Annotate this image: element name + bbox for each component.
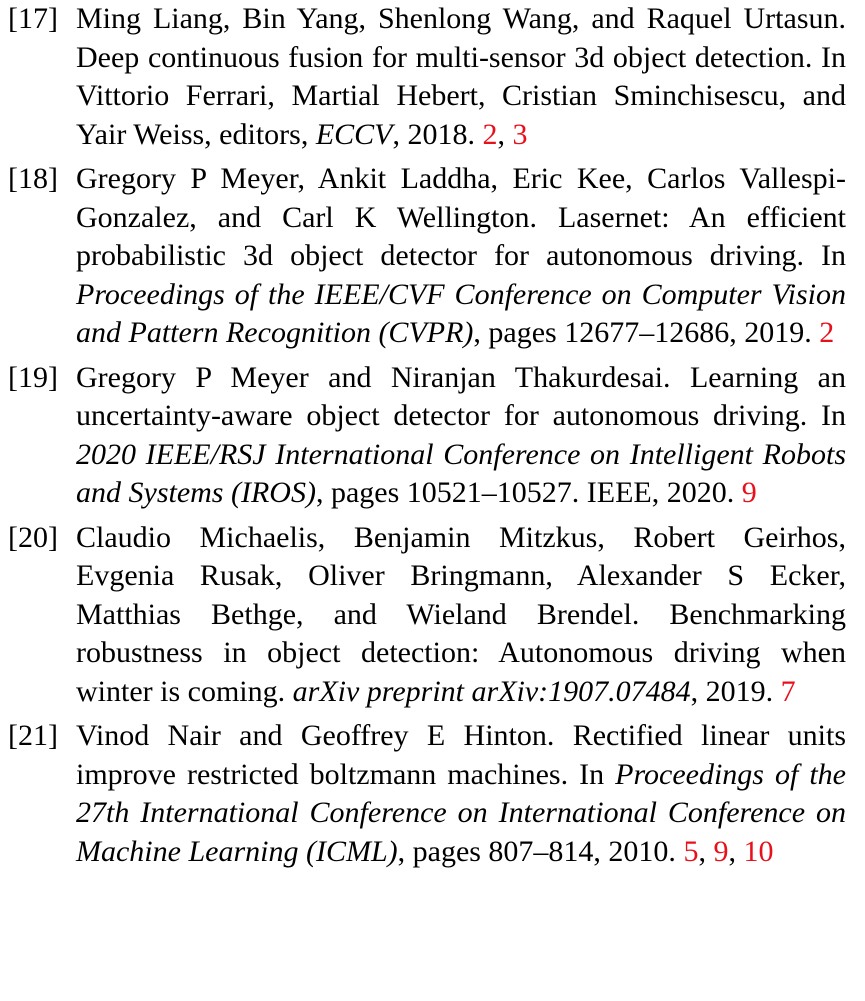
citation-link[interactable]: 3 <box>512 117 528 151</box>
reference-year: , pages 12677–12686, 2019. <box>473 316 820 349</box>
citation-link[interactable]: 5 <box>683 834 699 868</box>
citation-link[interactable]: 7 <box>780 674 796 708</box>
reference-year: , pages 10521–10527. IEEE, 2020. <box>315 476 742 509</box>
reference-venue: 2020 IEEE/RSJ International Conference on Intelligent Robots and Systems (IROS) <box>76 437 846 509</box>
reference-authors-title: Ming Liang, Bin Yang, Shenlong Wang, and Raquel Urtasun. Deep continuous fusion for multi-sensor 3d object detection. In Vittorio Ferrari, Martial Hebert, Cristian Sminchisescu, and Yair Weiss, editors, <box>76 2 846 151</box>
citation-link[interactable]: 9 <box>713 834 729 868</box>
reference-number: [19] <box>8 360 58 394</box>
citation-link[interactable]: 9 <box>741 476 757 509</box>
reference-body <box>76 361 846 510</box>
reference-body: Ming Liang, Bin Yang, Shenlong Wang, and Raquel Urtasun. Deep continuous fusion for multi-sensor 3d object detection. In Vittorio Ferrari, Martial Hebert, Cristian Sminchisescu, and Yair Weiss, editors, ECCV, 2018. 2, 3 <box>76 2 846 151</box>
reference-item-20 <box>8 519 846 712</box>
reference-venue: Proceedings of the 27th International Conference on International Conference on Machine Learning (ICML) <box>76 757 847 868</box>
reference-item-19 <box>8 359 846 513</box>
reference-number: [21] <box>8 719 58 752</box>
reference-body: Vinod Nair and Geoffrey E Hinton. Rectified linear units improve restricted boltzmann machines. In Proceedings of the 27th International Conference on International Conference on Machine Learning (ICML), pages 807–814, 2010. 5, 9, 10 <box>76 719 847 868</box>
reference-year: , pages 807–814, 2010. <box>397 834 684 868</box>
reference-year: , 2018. <box>392 117 483 151</box>
reference-authors-title: Vinod Nair and Geoffrey E Hinton. Rectified linear units improve restricted boltzmann machines. In <box>76 719 846 791</box>
reference-year: , 2019. <box>690 674 781 708</box>
reference-venue: Proceedings of the IEEE/CVF Conference on Computer Vision and Pattern Recognition (CVPR) <box>76 277 846 349</box>
reference-venue: arXiv preprint arXiv:1907.07484 <box>292 674 691 708</box>
reference-number: [17] <box>8 2 58 35</box>
reference-body <box>76 162 846 349</box>
reference-item-21 <box>8 717 846 871</box>
reference-venue: ECCV <box>315 117 393 151</box>
citation-link[interactable]: 10 <box>743 834 774 868</box>
reference-item-17 <box>8 0 846 154</box>
citation-link[interactable]: 2 <box>482 117 498 151</box>
reference-number: [18] <box>8 162 58 195</box>
reference-list <box>8 0 846 877</box>
citation-link[interactable]: 2 <box>819 316 835 349</box>
reference-body <box>76 521 846 708</box>
reference-authors-title: Gregory P Meyer and Niranjan Thakurdesai. Learning an uncertainty-aware object detector for autonomous driving. In <box>76 360 846 432</box>
reference-authors-title: Claudio Michaelis, Benjamin Mitzkus, Robert Geirhos, Evgenia Rusak, Oliver Bringmann, Alexander S Ecker, Matthias Bethge, and Wieland Brendel. Benchmarking robustness in object detection: Autonomous driving when winter is coming. <box>76 520 846 708</box>
reference-number: [20] <box>8 520 58 554</box>
reference-authors-title: Gregory P Meyer, Ankit Laddha, Eric Kee, Carlos Vallespi-Gonzalez, and Carl K Wellington. Lasernet: An efficient probabilistic 3d object detector for autonomous driving. In <box>76 162 846 272</box>
reference-item-18 <box>8 160 846 353</box>
